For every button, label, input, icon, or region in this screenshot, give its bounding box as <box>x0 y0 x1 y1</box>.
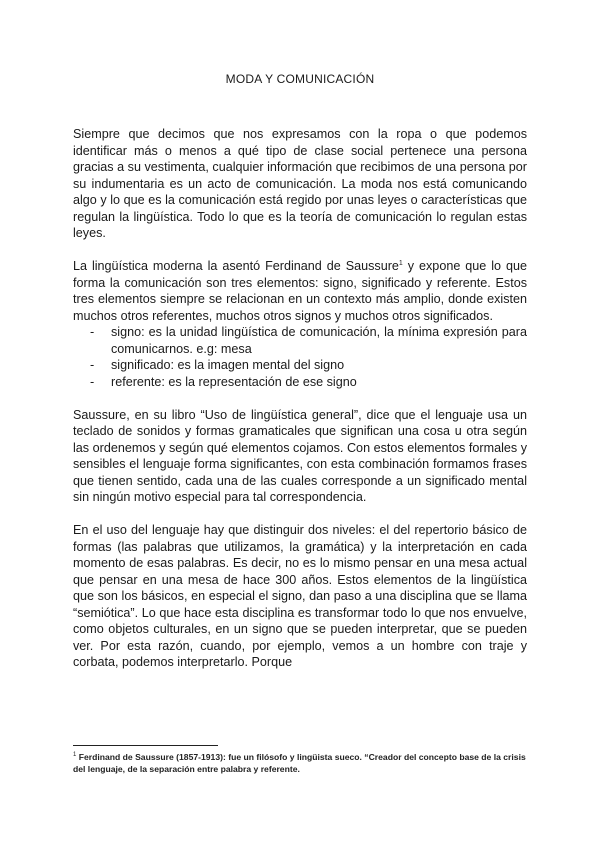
paragraph-3: Saussure, en su libro “Uso de lingüística general”, dice que el lenguaje usa un teclado de sonidos y formas gramaticales que significan una cosa u otra según las ordenemos y según qué elementos cojamos. Con estos elementos formales y sensibles el lenguaje forma significantes, con esta combinación formamos frases que tienen sentido, cada una de las cuales corresponde a un significado mental sin ningún motivo especial para tal correspondencia. <box>73 407 527 504</box>
paragraph-2 <box>73 258 527 324</box>
list-dash: - <box>90 358 95 372</box>
footnote <box>73 751 527 775</box>
document-body <box>73 126 527 687</box>
list-item <box>73 357 527 374</box>
paragraph-2-text-end: y expone que lo que forma la comunicación son tres elementos: signo, significado y referente. Estos tres elementos siempre se relacionan en un contexto más amplio, donde existen muchos otros referentes, muchos otros signos y muchos otros significados. <box>73 259 528 323</box>
footnote-reference: 1 <box>398 259 403 267</box>
list-item <box>73 324 527 357</box>
footnote-divider <box>73 745 218 746</box>
paragraph-1: Siempre que decimos que nos expresamos con la ropa o que podemos identificar más o menos a qué tipo de clase social pertenece una persona gracias a su vestimenta, cualquier información que recibimos de una persona por su indumentaria es un acto de comunicación. La moda nos está comunicando algo y lo que es la comunicación está regido por unas leyes o características que regulan la lingüística. Todo lo que es la teoría de comunicación lo regulan estas leyes. <box>73 127 527 240</box>
page-title: MODA Y COMUNICACIÓN <box>225 72 375 86</box>
elements-list <box>73 324 527 390</box>
list-dash: - <box>90 325 95 339</box>
list-dash: - <box>90 374 95 389</box>
list-item-text: significado: es la imagen mental del signo <box>111 358 345 372</box>
footnote-text: Ferdinand de Saussure (1857-1913): fue un filósofo y lingüista sueco. “Creador del concepto base de la crisis del lenguaje, de la separación entre palabra y referente. <box>73 752 526 774</box>
list-item <box>73 374 527 391</box>
footnote-marker: 1 <box>73 752 77 759</box>
list-item-text: referente: es la representación de ese signo <box>111 374 357 389</box>
paragraph-4: En el uso del lenguaje hay que distinguir dos niveles: el del repertorio básico de formas (las palabras que utilizamos, la gramática) y la interpretación en cada momento de esas palabras. Es decir, no es lo mismo pensar en una mesa actual que pensar en una mesa de hace 300 años. Estos elementos de la lingüística que son los básicos, en especial el signo, dan paso a una disciplina que se llama “semiótica”. Lo que hace esta disciplina es transformar todo lo que nos envuelve, como objetos culturales, en un signo que se pueden interpretar, que se pueden ver. Por esta razón, cuando, por ejemplo, vemos a un hombre con traje y corbata, podemos interpretarlo. Porque <box>73 523 527 669</box>
list-item-text: signo: es la unidad lingüística de comunicación, la mínima expresión para comunicarnos. e.g: mesa <box>111 325 527 356</box>
paragraph-2-text-start: La lingüística moderna la asentó Ferdinand de Saussure <box>73 259 399 273</box>
